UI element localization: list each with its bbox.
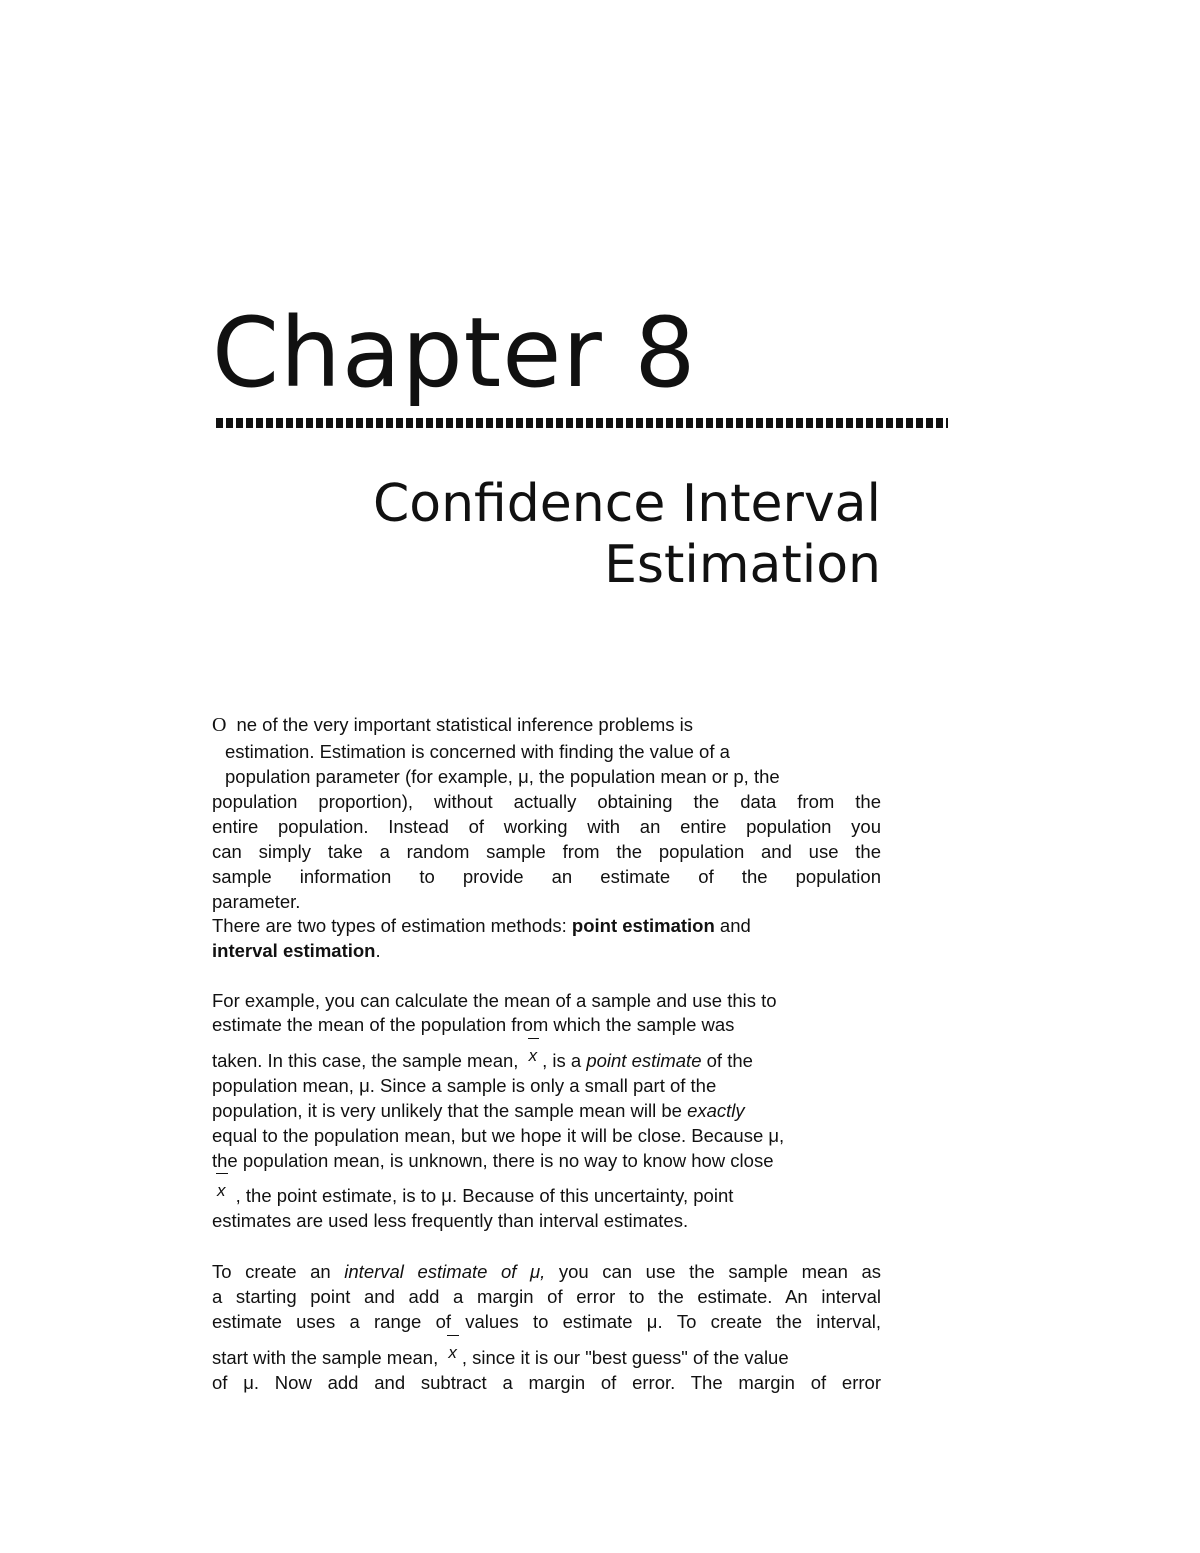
subtitle-line-2: Estimation bbox=[604, 535, 881, 595]
paragraph-1-line-4: population proportion), without actually obtaining the data from the bbox=[212, 791, 881, 812]
paragraph-2-line-3 bbox=[212, 1048, 881, 1074]
x-bar-symbol: x bbox=[443, 1340, 462, 1365]
point-estimation-term: point estimation bbox=[571, 915, 715, 936]
text-run: taken. In this case, the sample mean, bbox=[212, 1050, 524, 1071]
paragraph-2-line-4: population mean, μ. Since a sample is only a small part of the bbox=[212, 1075, 717, 1096]
text-run: . bbox=[375, 940, 381, 961]
estimation-methods-line bbox=[212, 913, 881, 938]
text-run: ne of the very important statistical inference problems is bbox=[236, 714, 693, 735]
paragraph-1-line-5: entire population. Instead of working with an entire population you bbox=[212, 816, 881, 837]
x-bar-symbol: x bbox=[212, 1178, 231, 1203]
chapter-title: Chapter 8 bbox=[212, 297, 697, 409]
chapter-divider bbox=[216, 418, 948, 428]
text-run: you can use the sample mean as bbox=[545, 1261, 881, 1282]
paragraph-2-line-6: equal to the population mean, but we hope it will be close. Because μ, bbox=[212, 1125, 785, 1146]
x-bar-symbol: x bbox=[524, 1043, 543, 1068]
text-run: of the bbox=[701, 1050, 753, 1071]
chapter-subtitle bbox=[373, 474, 881, 596]
paragraph-3-line-1 bbox=[212, 1259, 881, 1284]
text-run: , since it is our "best guess" of the value bbox=[461, 1347, 789, 1368]
paragraph-1-line-7: sample information to provide an estimate of the population bbox=[212, 866, 881, 887]
subtitle-line-1: Confidence Interval bbox=[372, 474, 881, 534]
paragraph-3-line-2: a starting point and add a margin of error to the estimate. An interval bbox=[212, 1286, 881, 1307]
text-run: , the point estimate, is to μ. Because of this uncertainty, point bbox=[230, 1185, 734, 1206]
interval-estimation-term: interval estimation bbox=[212, 940, 376, 961]
text-run: To create an bbox=[212, 1261, 345, 1282]
paragraph-2-line-1: For example, you can calculate the mean of a sample and use this to bbox=[212, 990, 777, 1011]
text-run: There are two types of estimation methods: bbox=[212, 915, 572, 936]
paragraph-3-line-3: estimate uses a range of values to estimate μ. To create the interval, bbox=[212, 1311, 881, 1332]
paragraph-2-line-9: estimates are used less frequently than interval estimates. bbox=[212, 1210, 689, 1231]
paragraph-2-line-2: estimate the mean of the population from which the sample was bbox=[212, 1014, 735, 1035]
exactly-term: exactly bbox=[687, 1100, 745, 1121]
paragraph-1-line-1 bbox=[212, 712, 881, 738]
paragraph-3-line-5: of μ. Now add and subtract a margin of error. The margin of error bbox=[212, 1372, 881, 1393]
text-run: population, it is very unlikely that the sample mean will be bbox=[212, 1100, 688, 1121]
paragraph-3-line-4 bbox=[212, 1345, 881, 1371]
paragraph-2-line-8 bbox=[212, 1183, 881, 1209]
paragraph-2-line-7: the population mean, is unknown, there is no way to know how close bbox=[212, 1150, 774, 1171]
drop-cap: O bbox=[212, 714, 227, 736]
paragraph-1-line-3: population parameter (for example, μ, the population mean or p, the bbox=[225, 766, 780, 787]
interval-estimation-line bbox=[212, 938, 881, 963]
paragraph-1-line-2: estimation. Estimation is concerned with finding the value of a bbox=[225, 741, 730, 762]
point-estimate-term: point estimate bbox=[586, 1050, 702, 1071]
paragraph-1-line-6: can simply take a random sample from the population and use the bbox=[212, 841, 881, 862]
text-run: start with the sample mean, bbox=[212, 1347, 444, 1368]
text-run: , is a bbox=[542, 1050, 587, 1071]
text-run: and bbox=[714, 915, 751, 936]
interval-estimate-term: interval estimate of μ, bbox=[344, 1261, 546, 1282]
paragraph-2-line-5 bbox=[212, 1098, 881, 1123]
paragraph-1-line-8: parameter. bbox=[212, 891, 301, 912]
